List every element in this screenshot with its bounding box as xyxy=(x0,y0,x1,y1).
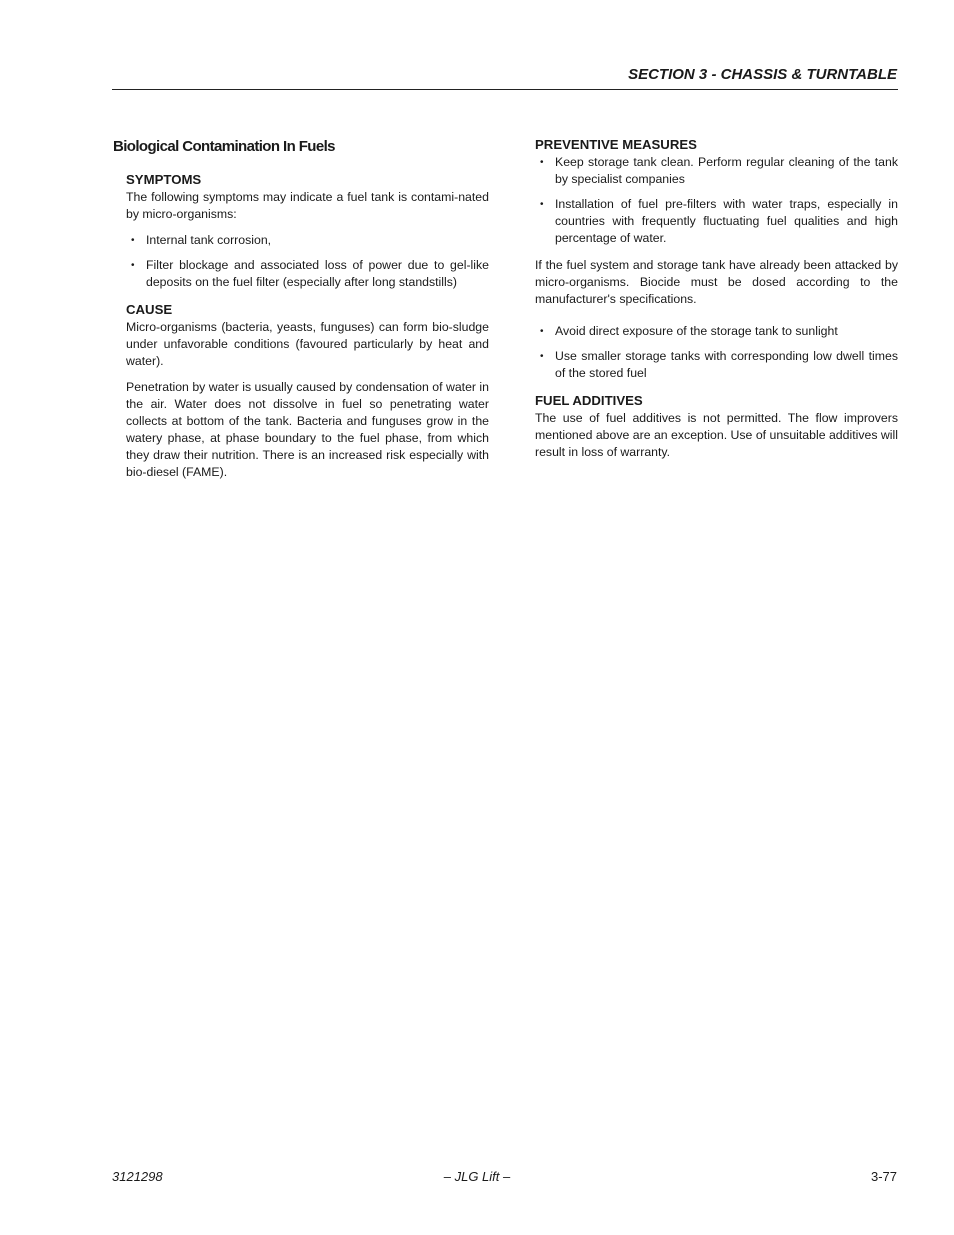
cause-paragraph: Micro-organisms (bacteria, yeasts, funguses) can form bio-sludge under unfavorable conditions (favoured particularly by heat and water). xyxy=(126,320,489,368)
list-item xyxy=(535,196,898,247)
bullet-icon: • xyxy=(131,260,135,271)
preventive-list-a xyxy=(535,154,898,247)
right-column xyxy=(535,136,898,470)
symptoms-intro: The following symptoms may indicate a fuel tank is contami-nated by micro-organisms: xyxy=(126,190,489,221)
footer-doc-number: 3121298 xyxy=(112,1169,163,1184)
bullet-icon: • xyxy=(131,235,135,246)
list-item-text: Keep storage tank clean. Perform regular cleaning of the tank by specialist companies xyxy=(555,155,898,186)
bullet-icon: • xyxy=(540,157,544,168)
cause-heading: CAUSE xyxy=(126,302,173,317)
symptoms-heading: SYMPTOMS xyxy=(126,172,202,187)
symptoms-block xyxy=(113,171,489,481)
symptoms-list xyxy=(126,232,489,291)
list-item xyxy=(126,232,489,249)
left-column xyxy=(113,136,489,490)
bullet-icon: • xyxy=(540,326,544,337)
additives-heading: FUEL ADDITIVES xyxy=(535,393,643,408)
list-item-text: Filter blockage and associated loss of power due to gel-like deposits on the fuel filter (especially after long standstills) xyxy=(146,258,489,289)
list-item-text: Avoid direct exposure of the storage tank to sunlight xyxy=(555,324,838,338)
preventive-paragraph: If the fuel system and storage tank have already been attacked by micro-organisms. Biocide must be dosed according to the manufacturer's specifications. xyxy=(535,258,898,306)
list-item xyxy=(126,257,489,291)
bullet-icon: • xyxy=(540,351,544,362)
list-item xyxy=(535,323,898,340)
list-item-text: Internal tank corrosion, xyxy=(146,233,272,247)
footer-page-number: 3-77 xyxy=(870,1169,897,1184)
preventive-list-b xyxy=(535,323,898,382)
bullet-icon: • xyxy=(540,199,544,210)
section-title: Biological Contamination In Fuels xyxy=(113,138,335,155)
additives-paragraph: The use of fuel additives is not permitted. The flow improvers mentioned above are an exception. Use of unsuitable additives will result in loss of warranty. xyxy=(535,411,898,459)
page-header-title: SECTION 3 - CHASSIS & TURNTABLE xyxy=(628,66,897,83)
header-divider xyxy=(112,89,898,90)
preventive-heading: PREVENTIVE MEASURES xyxy=(535,137,697,152)
list-item-text: Use smaller storage tanks with corresponding low dwell times of the stored fuel xyxy=(555,349,898,380)
list-item xyxy=(535,154,898,188)
list-item xyxy=(535,348,898,382)
footer-center-text: – JLG Lift – xyxy=(443,1169,511,1184)
cause-paragraph: Penetration by water is usually caused by condensation of water in the air. Water does not dissolve in fuel so penetrating water collects at bottom of the tank. Bacteria and funguses grow in the watery phase, at phase boundary to the fuel phase, from which they draw their nutrition. There is an increased risk especially with bio-diesel (FAME). xyxy=(126,380,489,479)
list-item-text: Installation of fuel pre-filters with water traps, especially in countries with frequently fluctuating fuel qualities and high percentage of water. xyxy=(555,197,898,245)
